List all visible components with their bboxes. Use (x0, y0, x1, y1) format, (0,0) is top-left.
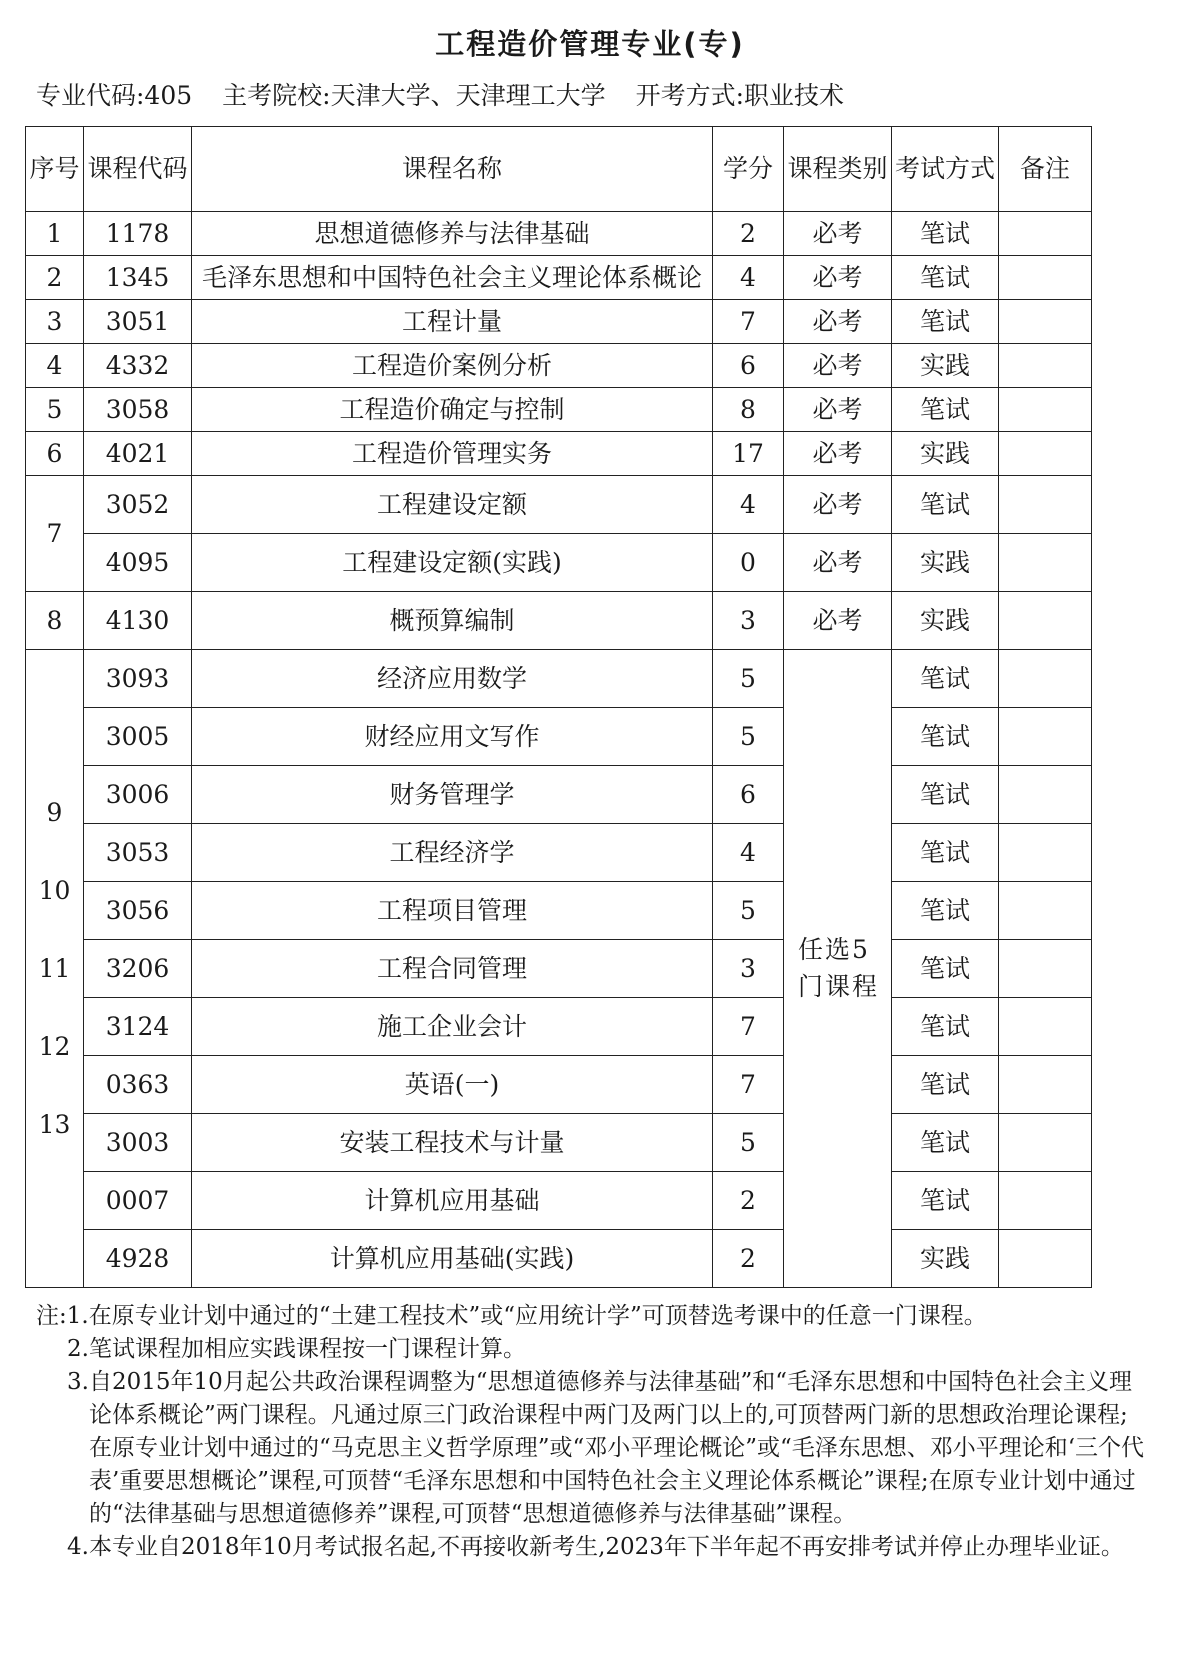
exam-cell: 笔试 (892, 708, 999, 766)
type-cell: 必考 (784, 432, 892, 476)
name-cell: 工程造价管理实务 (192, 432, 713, 476)
exam-cell: 笔试 (892, 1172, 999, 1230)
type-cell: 必考 (784, 300, 892, 344)
name-cell: 英语(一) (192, 1056, 713, 1114)
remark-cell (999, 256, 1092, 300)
table-row (26, 1114, 1092, 1172)
exam-cell: 笔试 (892, 300, 999, 344)
header-type: 课程类别 (784, 127, 892, 212)
exam-cell: 笔试 (892, 940, 999, 998)
table-row (26, 476, 1092, 534)
note-text: 在原专业计划中通过的“土建工程技术”或“应用统计学”可顶替选考课中的任意一门课程。 (88, 1303, 987, 1329)
note-text: 自2015年10月起公共政治课程调整为“思想道德修养与法律基础”和“毛泽东思想和中国特色社会主义理论体系概论”两门课程。凡通过原三门政治课程中两门及两门以上的,可顶替两门新的思想政治理论课程;在原专业计划中通过的“马克思主义哲学原理”或“邓小平理论概论”或“毛泽东思想、邓小平理论和‘三个代表’重要思想概论”课程,可顶替“毛泽东思想和中国特色社会主义理论体系概论”课程;在原专业计划中通过的“法律基础与思想道德修养”课程,可顶替“思想道德修养与法律基础”课程。 (88, 1369, 1145, 1527)
credit-cell: 7 (713, 1056, 784, 1114)
credit-cell: 6 (713, 344, 784, 388)
name-cell: 工程计量 (192, 300, 713, 344)
credit-cell: 5 (713, 1114, 784, 1172)
table-row (26, 212, 1092, 256)
name-cell: 财经应用文写作 (192, 708, 713, 766)
note-num: 3. (67, 1369, 89, 1395)
credit-cell: 5 (713, 882, 784, 940)
name-cell: 工程合同管理 (192, 940, 713, 998)
remark-cell (999, 824, 1092, 882)
type-cell: 必考 (784, 256, 892, 300)
exam-cell: 笔试 (892, 824, 999, 882)
credit-cell: 2 (713, 212, 784, 256)
major-meta (36, 76, 844, 112)
notes-section (36, 1300, 1146, 1564)
seq-cell: 4 (26, 344, 84, 388)
name-cell: 概预算编制 (192, 592, 713, 650)
code-cell: 0363 (84, 1056, 192, 1114)
type-cell: 必考 (784, 344, 892, 388)
name-cell: 施工企业会计 (192, 998, 713, 1056)
name-cell: 计算机应用基础 (192, 1172, 713, 1230)
remark-cell (999, 766, 1092, 824)
header-exam: 考试方式 (892, 127, 999, 212)
credit-cell: 5 (713, 708, 784, 766)
exam-cell: 笔试 (892, 388, 999, 432)
code-cell: 3005 (84, 708, 192, 766)
name-cell: 工程经济学 (192, 824, 713, 882)
table-row (26, 256, 1092, 300)
elective-type-cell: 任选5门课程 (784, 650, 892, 1288)
table-row (26, 592, 1092, 650)
table-row (26, 1230, 1092, 1288)
elective-seq: 9 (46, 797, 63, 827)
code-cell: 4021 (84, 432, 192, 476)
code-cell: 3053 (84, 824, 192, 882)
code-cell: 3056 (84, 882, 192, 940)
note-num: 4. (67, 1534, 89, 1560)
course-table (25, 126, 1092, 1288)
seq-cell: 1 (26, 212, 84, 256)
code-cell: 4095 (84, 534, 192, 592)
seq-cell: 5 (26, 388, 84, 432)
elective-seq: 10 (38, 875, 71, 905)
remark-cell (999, 534, 1092, 592)
credit-cell: 7 (713, 998, 784, 1056)
header-code: 课程代码 (84, 127, 192, 212)
exam-cell: 实践 (892, 534, 999, 592)
seq-cell: 7 (26, 476, 84, 592)
type-cell: 必考 (784, 592, 892, 650)
table-row (26, 300, 1092, 344)
code-cell: 4130 (84, 592, 192, 650)
credit-cell: 2 (713, 1230, 784, 1288)
code-cell: 3003 (84, 1114, 192, 1172)
exam-cell: 实践 (892, 344, 999, 388)
exam-cell: 实践 (892, 1230, 999, 1288)
name-cell: 工程建设定额 (192, 476, 713, 534)
code-cell: 4928 (84, 1230, 192, 1288)
credit-cell: 7 (713, 300, 784, 344)
elective-seq: 12 (38, 1031, 71, 1061)
exam-schools: 主考院校:天津大学、天津理工大学 (222, 81, 606, 110)
code-cell: 1345 (84, 256, 192, 300)
type-cell: 必考 (784, 212, 892, 256)
name-cell: 工程造价案例分析 (192, 344, 713, 388)
header-remark: 备注 (999, 127, 1092, 212)
remark-cell (999, 212, 1092, 256)
credit-cell: 5 (713, 650, 784, 708)
remark-cell (999, 940, 1092, 998)
credit-cell: 4 (713, 476, 784, 534)
name-cell: 工程造价确定与控制 (192, 388, 713, 432)
exam-mode: 开考方式:职业技术 (635, 81, 845, 110)
remark-cell (999, 476, 1092, 534)
remark-cell (999, 1114, 1092, 1172)
elective-seq: 11 (38, 953, 71, 983)
remark-cell (999, 708, 1092, 766)
remark-cell (999, 1172, 1092, 1230)
credit-cell: 17 (713, 432, 784, 476)
note-num: 2. (67, 1336, 89, 1362)
note-text: 本专业自2018年10月考试报名起,不再接收新考生,2023年下半年起不再安排考试并停止办理毕业证。 (88, 1534, 1124, 1560)
table-row (26, 708, 1092, 766)
elective-seq-cell (26, 650, 84, 1288)
remark-cell (999, 1230, 1092, 1288)
name-cell: 财务管理学 (192, 766, 713, 824)
page-title: 工程造价管理专业(专) (435, 27, 745, 61)
note-text: 笔试课程加相应实践课程按一门课程计算。 (88, 1336, 526, 1362)
exam-cell: 实践 (892, 592, 999, 650)
name-cell: 经济应用数学 (192, 650, 713, 708)
name-cell: 工程建设定额(实践) (192, 534, 713, 592)
exam-cell: 笔试 (892, 882, 999, 940)
credit-cell: 4 (713, 256, 784, 300)
elective-seq: 13 (38, 1109, 71, 1139)
name-cell: 工程项目管理 (192, 882, 713, 940)
code-cell: 3052 (84, 476, 192, 534)
remark-cell (999, 998, 1092, 1056)
credit-cell: 3 (713, 940, 784, 998)
table-row (26, 824, 1092, 882)
seq-cell: 3 (26, 300, 84, 344)
table-row (26, 940, 1092, 998)
type-cell: 必考 (784, 388, 892, 432)
seq-cell: 2 (26, 256, 84, 300)
code-cell: 3058 (84, 388, 192, 432)
code-cell: 3006 (84, 766, 192, 824)
note-item (36, 1333, 1146, 1366)
table-row (26, 650, 1092, 708)
name-cell: 思想道德修养与法律基础 (192, 212, 713, 256)
table-row (26, 534, 1092, 592)
type-cell: 必考 (784, 534, 892, 592)
remark-cell (999, 650, 1092, 708)
table-row (26, 388, 1092, 432)
type-cell: 必考 (784, 476, 892, 534)
name-cell: 计算机应用基础(实践) (192, 1230, 713, 1288)
seq-cell: 8 (26, 592, 84, 650)
exam-cell: 笔试 (892, 1056, 999, 1114)
remark-cell (999, 344, 1092, 388)
credit-cell: 3 (713, 592, 784, 650)
code-cell: 1178 (84, 212, 192, 256)
name-cell: 安装工程技术与计量 (192, 1114, 713, 1172)
code-cell: 3093 (84, 650, 192, 708)
exam-cell: 笔试 (892, 256, 999, 300)
code-cell: 0007 (84, 1172, 192, 1230)
code-cell: 3124 (84, 998, 192, 1056)
header-name: 课程名称 (192, 127, 713, 212)
remark-cell (999, 388, 1092, 432)
table-row (26, 432, 1092, 476)
exam-cell: 笔试 (892, 766, 999, 824)
remark-cell (999, 882, 1092, 940)
remark-cell (999, 1056, 1092, 1114)
exam-cell: 笔试 (892, 476, 999, 534)
credit-cell: 6 (713, 766, 784, 824)
table-row (26, 1056, 1092, 1114)
table-row (26, 344, 1092, 388)
credit-cell: 0 (713, 534, 784, 592)
notes-prefix: 注:1. (36, 1303, 89, 1329)
credit-cell: 4 (713, 824, 784, 882)
remark-cell (999, 432, 1092, 476)
table-header-row (26, 127, 1092, 212)
table-row (26, 1172, 1092, 1230)
exam-cell: 笔试 (892, 998, 999, 1056)
major-code: 专业代码:405 (36, 81, 193, 110)
code-cell: 3206 (84, 940, 192, 998)
credit-cell: 2 (713, 1172, 784, 1230)
seq-cell: 6 (26, 432, 84, 476)
remark-cell (999, 592, 1092, 650)
exam-cell: 笔试 (892, 650, 999, 708)
name-cell: 毛泽东思想和中国特色社会主义理论体系概论 (192, 256, 713, 300)
header-seq: 序号 (26, 127, 84, 212)
exam-cell: 实践 (892, 432, 999, 476)
exam-cell: 笔试 (892, 212, 999, 256)
code-cell: 4332 (84, 344, 192, 388)
table-row (26, 766, 1092, 824)
code-cell: 3051 (84, 300, 192, 344)
header-credit: 学分 (713, 127, 784, 212)
note-item (36, 1366, 1146, 1531)
exam-cell: 笔试 (892, 1114, 999, 1172)
credit-cell: 8 (713, 388, 784, 432)
note-item (36, 1300, 1146, 1333)
note-item (36, 1531, 1146, 1564)
table-row (26, 998, 1092, 1056)
table-row (26, 882, 1092, 940)
remark-cell (999, 300, 1092, 344)
